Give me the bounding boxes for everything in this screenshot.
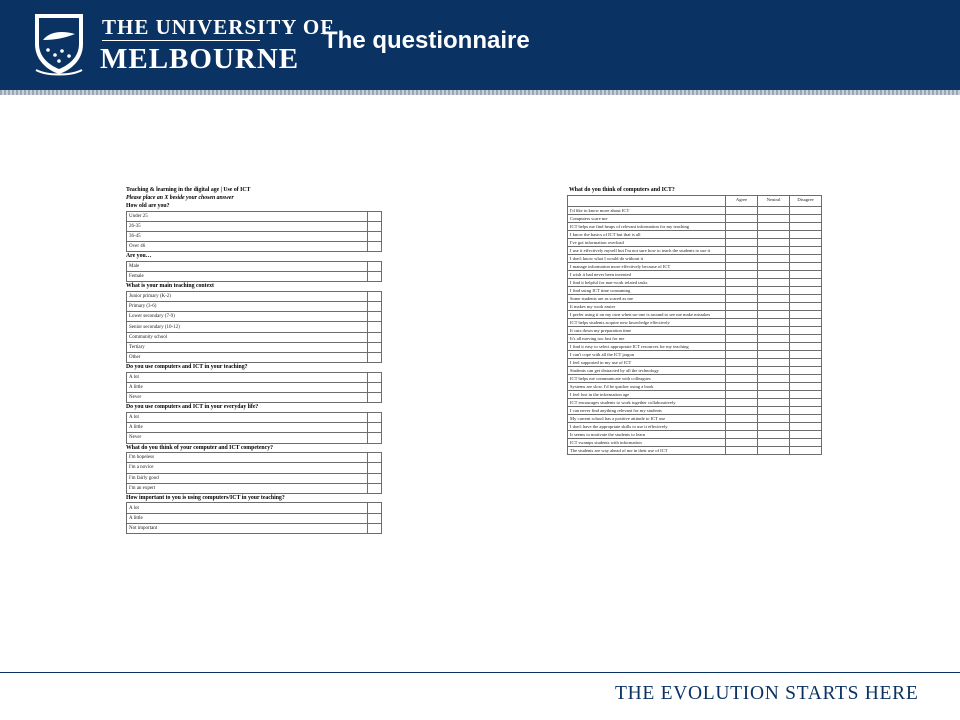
answer-checkbox[interactable] — [368, 231, 382, 241]
question-heading: What do you think of your computer and ICT competency? — [126, 444, 274, 451]
agree-cell[interactable] — [726, 231, 758, 239]
disagree-cell[interactable] — [790, 231, 822, 239]
neutral-cell[interactable] — [758, 311, 790, 319]
statement-row — [568, 367, 822, 375]
disagree-cell[interactable] — [790, 407, 822, 415]
answer-row — [127, 423, 382, 433]
answer-label: Never — [127, 393, 368, 403]
agree-cell[interactable] — [726, 367, 758, 375]
statement-row — [568, 447, 822, 455]
agree-cell[interactable] — [726, 415, 758, 423]
answer-checkbox[interactable] — [368, 523, 382, 533]
answer-row — [127, 342, 382, 352]
neutral-cell[interactable] — [758, 263, 790, 271]
disagree-cell[interactable] — [790, 295, 822, 303]
statement-text: I can't cope with all the ICT jargon — [568, 351, 726, 359]
answer-label: A lot — [127, 372, 368, 382]
agree-cell[interactable] — [726, 223, 758, 231]
slide-title: The questionnaire — [323, 27, 530, 54]
statement-text: I feel lost in the information age — [568, 391, 726, 399]
answer-table — [126, 502, 382, 534]
answer-label: Community school — [127, 332, 368, 342]
answer-label: I'm an expert — [127, 483, 368, 493]
header-stripe — [0, 90, 960, 95]
statement-text: I feel supported in my use of ICT — [568, 359, 726, 367]
statement-text: Systems are slow. I'd be quicker using a book — [568, 383, 726, 391]
statement-row — [568, 335, 822, 343]
statement-text: Computers scare me — [568, 215, 726, 223]
statement-row — [568, 423, 822, 431]
statement-row — [568, 375, 822, 383]
statement-row — [568, 415, 822, 423]
agree-cell[interactable] — [726, 295, 758, 303]
university-name-divider — [102, 40, 260, 41]
answer-row — [127, 513, 382, 523]
disagree-cell[interactable] — [790, 239, 822, 247]
statement-header-row — [568, 196, 822, 207]
answer-label: Lower secondary (7-9) — [127, 312, 368, 322]
column-header-agree: Agree — [726, 196, 758, 207]
agree-cell[interactable] — [726, 447, 758, 455]
answer-checkbox[interactable] — [368, 503, 382, 513]
answer-checkbox[interactable] — [368, 221, 382, 231]
answer-row — [127, 231, 382, 241]
disagree-cell[interactable] — [790, 375, 822, 383]
disagree-cell[interactable] — [790, 391, 822, 399]
statement-text: ICT swamps students with information — [568, 439, 726, 447]
footer-tagline: THE EVOLUTION STARTS HERE — [615, 683, 919, 704]
answer-row — [127, 523, 382, 533]
answer-checkbox[interactable] — [368, 473, 382, 483]
agree-cell[interactable] — [726, 279, 758, 287]
statement-text: ICT helps me find heaps of relevant information for my teaching — [568, 223, 726, 231]
statement-row — [568, 431, 822, 439]
disagree-cell[interactable] — [790, 287, 822, 295]
agree-cell[interactable] — [726, 351, 758, 359]
statement-text: I manage information more effectively because of ICT — [568, 263, 726, 271]
answer-checkbox[interactable] — [368, 483, 382, 493]
answer-table — [126, 211, 382, 253]
answer-row — [127, 272, 382, 282]
statement-row — [568, 239, 822, 247]
neutral-cell[interactable] — [758, 367, 790, 375]
agree-cell[interactable] — [726, 407, 758, 415]
agree-cell[interactable] — [726, 311, 758, 319]
answer-label: Male — [127, 261, 368, 271]
answer-checkbox[interactable] — [368, 322, 382, 332]
agree-cell[interactable] — [726, 383, 758, 391]
answer-checkbox[interactable] — [368, 242, 382, 252]
statement-text: I don't have the appropriate skills to use it effectively — [568, 423, 726, 431]
answer-checkbox[interactable] — [368, 393, 382, 403]
statement-row — [568, 391, 822, 399]
neutral-cell[interactable] — [758, 247, 790, 255]
neutral-cell[interactable] — [758, 295, 790, 303]
statement-text: I find it easy to select appropriate ICT resources for my teaching — [568, 343, 726, 351]
question-heading: How old are you? — [126, 203, 170, 209]
question-heading: Are you… — [126, 253, 152, 260]
statement-text: I'd like to know more about ICT — [568, 207, 726, 215]
disagree-cell[interactable] — [790, 431, 822, 439]
agree-cell[interactable] — [726, 335, 758, 343]
attitudes-title: What do you think of computers and ICT? — [569, 187, 675, 193]
agree-cell[interactable] — [726, 423, 758, 431]
disagree-cell[interactable] — [790, 207, 822, 215]
question-heading: Do you use computers and ICT in your teaching? — [126, 364, 248, 371]
header-bar — [0, 0, 960, 90]
statement-row — [568, 207, 822, 215]
answer-label: A little — [127, 383, 368, 393]
answer-label: Never — [127, 433, 368, 443]
statement-row — [568, 271, 822, 279]
neutral-cell[interactable] — [758, 423, 790, 431]
agree-cell[interactable] — [726, 319, 758, 327]
agree-cell[interactable] — [726, 399, 758, 407]
answer-row — [127, 353, 382, 363]
disagree-cell[interactable] — [790, 271, 822, 279]
statement-text: I find using ICT time consuming — [568, 287, 726, 295]
agree-cell[interactable] — [726, 255, 758, 263]
answer-checkbox[interactable] — [368, 261, 382, 271]
answer-checkbox[interactable] — [368, 513, 382, 523]
answer-label: Female — [127, 272, 368, 282]
column-header-disagree: Disagree — [790, 196, 822, 207]
disagree-cell[interactable] — [790, 447, 822, 455]
disagree-cell[interactable] — [790, 279, 822, 287]
statement-row — [568, 247, 822, 255]
statement-row — [568, 223, 822, 231]
neutral-cell[interactable] — [758, 415, 790, 423]
agree-cell[interactable] — [726, 431, 758, 439]
answer-row — [127, 302, 382, 312]
statement-row — [568, 407, 822, 415]
answer-row — [127, 322, 382, 332]
statement-row — [568, 319, 822, 327]
neutral-cell[interactable] — [758, 207, 790, 215]
disagree-cell[interactable] — [790, 439, 822, 447]
statement-text: ICT encourages students to work together collaboratively — [568, 399, 726, 407]
agree-cell[interactable] — [726, 327, 758, 335]
neutral-cell[interactable] — [758, 391, 790, 399]
agree-cell[interactable] — [726, 247, 758, 255]
answer-label: Senior secondary (10-12) — [127, 322, 368, 332]
answer-checkbox[interactable] — [368, 372, 382, 382]
agree-cell[interactable] — [726, 359, 758, 367]
neutral-cell[interactable] — [758, 375, 790, 383]
answer-row — [127, 261, 382, 271]
statement-text: I don't know what I would do without it — [568, 255, 726, 263]
answer-checkbox[interactable] — [368, 342, 382, 352]
neutral-cell[interactable] — [758, 319, 790, 327]
neutral-cell[interactable] — [758, 255, 790, 263]
neutral-cell[interactable] — [758, 383, 790, 391]
answer-row — [127, 221, 382, 231]
disagree-cell[interactable] — [790, 223, 822, 231]
answer-row — [127, 291, 382, 301]
statement-text: ICT helps me communicate with colleagues — [568, 375, 726, 383]
disagree-cell[interactable] — [790, 399, 822, 407]
agree-cell[interactable] — [726, 439, 758, 447]
statement-row — [568, 351, 822, 359]
neutral-cell[interactable] — [758, 407, 790, 415]
answer-label: A lot — [127, 503, 368, 513]
statement-row — [568, 327, 822, 335]
disagree-cell[interactable] — [790, 383, 822, 391]
answer-row — [127, 211, 382, 221]
neutral-cell[interactable] — [758, 439, 790, 447]
answer-checkbox[interactable] — [368, 463, 382, 473]
answer-label: Junior primary (K-2) — [127, 291, 368, 301]
disagree-cell[interactable] — [790, 263, 822, 271]
neutral-cell[interactable] — [758, 271, 790, 279]
disagree-cell[interactable] — [790, 423, 822, 431]
statement-row — [568, 439, 822, 447]
column-header-neutral: Neutral — [758, 196, 790, 207]
question-heading: What is your main teaching context — [126, 283, 214, 290]
disagree-cell[interactable] — [790, 327, 822, 335]
answer-label: 36-45 — [127, 231, 368, 241]
statement-text: I've got information overload — [568, 239, 726, 247]
statement-text: I wish it had never been invented — [568, 271, 726, 279]
statement-text: Some students are as scared as me — [568, 295, 726, 303]
neutral-cell[interactable] — [758, 303, 790, 311]
answer-row — [127, 412, 382, 422]
answer-table — [126, 372, 382, 404]
answer-table — [126, 261, 382, 282]
footer-divider — [0, 672, 960, 673]
questionnaire-instruction: Please place an X beside your chosen answer — [126, 195, 234, 201]
disagree-cell[interactable] — [790, 367, 822, 375]
disagree-cell[interactable] — [790, 303, 822, 311]
answer-row — [127, 242, 382, 252]
neutral-cell[interactable] — [758, 279, 790, 287]
statement-row — [568, 383, 822, 391]
answer-row — [127, 473, 382, 483]
statement-text: I can never find anything relevant for my students — [568, 407, 726, 415]
answer-checkbox[interactable] — [368, 433, 382, 443]
neutral-cell[interactable] — [758, 335, 790, 343]
neutral-cell[interactable] — [758, 215, 790, 223]
disagree-cell[interactable] — [790, 343, 822, 351]
answer-row — [127, 393, 382, 403]
question-heading: Do you use computers and ICT in your everyday life? — [126, 404, 259, 411]
answer-checkbox[interactable] — [368, 353, 382, 363]
answer-label: I'm hopeless — [127, 453, 368, 463]
answer-row — [127, 332, 382, 342]
answer-label: Tertiary — [127, 342, 368, 352]
answer-checkbox[interactable] — [368, 302, 382, 312]
answer-label: Not important — [127, 523, 368, 533]
answer-label: A little — [127, 513, 368, 523]
statement-row — [568, 359, 822, 367]
question-heading: How important to you is using computers/ICT in your teaching? — [126, 494, 285, 501]
statement-header-blank — [568, 196, 726, 207]
disagree-cell[interactable] — [790, 359, 822, 367]
answer-checkbox[interactable] — [368, 291, 382, 301]
statement-text: The students are way ahead of me in their use of ICT — [568, 447, 726, 455]
answer-checkbox[interactable] — [368, 332, 382, 342]
agree-cell[interactable] — [726, 207, 758, 215]
answer-row — [127, 483, 382, 493]
disagree-cell[interactable] — [790, 415, 822, 423]
statement-row — [568, 399, 822, 407]
neutral-cell[interactable] — [758, 351, 790, 359]
agree-cell[interactable] — [726, 343, 758, 351]
answer-table — [126, 412, 382, 444]
statement-row — [568, 303, 822, 311]
neutral-cell[interactable] — [758, 223, 790, 231]
answer-row — [127, 312, 382, 322]
answer-checkbox[interactable] — [368, 211, 382, 221]
statement-row — [568, 215, 822, 223]
statement-row — [568, 263, 822, 271]
answer-label: I'm a novice — [127, 463, 368, 473]
answer-row — [127, 453, 382, 463]
agree-cell[interactable] — [726, 271, 758, 279]
statement-text: It cuts down my preparation time — [568, 327, 726, 335]
questionnaire-title: Teaching & learning in the digital age | Use of ICT — [126, 187, 251, 193]
statement-text: It seems to motivate the students to learn — [568, 431, 726, 439]
statement-text: My current school has a positive attitude to ICT use — [568, 415, 726, 423]
answer-row — [127, 503, 382, 513]
statement-text: I use it effectively myself but I'm not sure how to teach the students to use it — [568, 247, 726, 255]
neutral-cell[interactable] — [758, 399, 790, 407]
agree-cell[interactable] — [726, 303, 758, 311]
university-name-line1: THE UNIVERSITY OF — [102, 15, 335, 39]
answer-label: Over 46 — [127, 242, 368, 252]
university-crest-icon — [31, 10, 87, 76]
statement-row — [568, 311, 822, 319]
agree-cell[interactable] — [726, 391, 758, 399]
statement-row — [568, 231, 822, 239]
university-name-line2: MELBOURNE — [100, 43, 300, 75]
agree-cell[interactable] — [726, 239, 758, 247]
disagree-cell[interactable] — [790, 319, 822, 327]
statement-text: I prefer using it on my own when no-one is around to see me make mistakes — [568, 311, 726, 319]
disagree-cell[interactable] — [790, 247, 822, 255]
neutral-cell[interactable] — [758, 343, 790, 351]
answer-row — [127, 383, 382, 393]
answer-label: Primary (3-6) — [127, 302, 368, 312]
statement-row — [568, 287, 822, 295]
answer-row — [127, 433, 382, 443]
answer-label: A lot — [127, 412, 368, 422]
disagree-cell[interactable] — [790, 335, 822, 343]
disagree-cell[interactable] — [790, 255, 822, 263]
statement-table — [567, 195, 822, 455]
neutral-cell[interactable] — [758, 359, 790, 367]
neutral-cell[interactable] — [758, 287, 790, 295]
agree-cell[interactable] — [726, 375, 758, 383]
agree-cell[interactable] — [726, 215, 758, 223]
statement-text: I know the basics of ICT but that is all — [568, 231, 726, 239]
statement-text: It's all moving too fast for me — [568, 335, 726, 343]
disagree-cell[interactable] — [790, 311, 822, 319]
statement-row — [568, 279, 822, 287]
answer-label: Other — [127, 353, 368, 363]
answer-checkbox[interactable] — [368, 423, 382, 433]
disagree-cell[interactable] — [790, 215, 822, 223]
answer-row — [127, 372, 382, 382]
answer-checkbox[interactable] — [368, 383, 382, 393]
answer-checkbox[interactable] — [368, 272, 382, 282]
answer-checkbox[interactable] — [368, 312, 382, 322]
answer-table — [126, 291, 382, 363]
statement-text: I find it helpful for non-work related tasks — [568, 279, 726, 287]
agree-cell[interactable] — [726, 287, 758, 295]
answer-table — [126, 452, 382, 494]
questionnaire-page-attitudes — [567, 186, 821, 455]
neutral-cell[interactable] — [758, 231, 790, 239]
answer-label: 26-35 — [127, 221, 368, 231]
statement-row — [568, 343, 822, 351]
answer-label: A little — [127, 423, 368, 433]
statement-text: ICT helps students acquire new knowledge effectively — [568, 319, 726, 327]
statement-text: Students can get distracted by all the technology — [568, 367, 726, 375]
neutral-cell[interactable] — [758, 447, 790, 455]
neutral-cell[interactable] — [758, 239, 790, 247]
statement-row — [568, 295, 822, 303]
answer-checkbox[interactable] — [368, 412, 382, 422]
statement-text: It makes my work easier — [568, 303, 726, 311]
agree-cell[interactable] — [726, 263, 758, 271]
statement-row — [568, 255, 822, 263]
answer-label: I'm fairly good — [127, 473, 368, 483]
answer-label: Under 25 — [127, 211, 368, 221]
disagree-cell[interactable] — [790, 351, 822, 359]
questionnaire-page-demographics — [126, 186, 382, 534]
answer-row — [127, 463, 382, 473]
neutral-cell[interactable] — [758, 431, 790, 439]
answer-checkbox[interactable] — [368, 453, 382, 463]
neutral-cell[interactable] — [758, 327, 790, 335]
